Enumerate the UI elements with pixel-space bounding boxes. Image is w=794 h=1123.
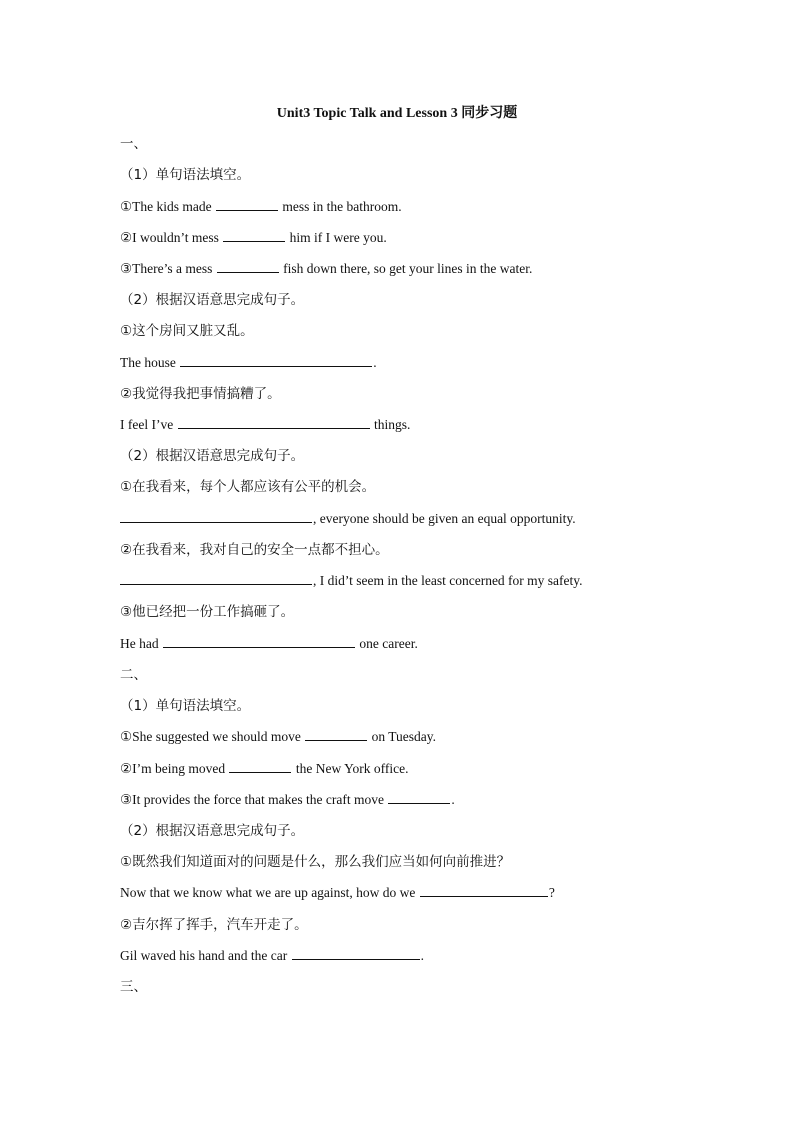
question-text: on Tuesday. — [368, 729, 436, 744]
answer-blank[interactable] — [305, 728, 367, 741]
question-text: mess in the bathroom. — [278, 199, 402, 214]
chinese-prompt: ①既然我们知道面对的问题是什么，那么我们应当如何向前推进？ — [120, 854, 511, 870]
question-text: ②I’m being moved — [120, 761, 229, 776]
answer-blank[interactable] — [178, 416, 370, 429]
question-text: , I did’t seem in the least concerned for my safety. — [313, 573, 583, 588]
question-text: . — [373, 355, 377, 370]
question-text: He had — [120, 636, 162, 651]
question-text: Gil waved his hand and the car — [120, 948, 291, 963]
question-text: ③There’s a mess — [120, 261, 216, 276]
question-text: ②I wouldn’t mess — [120, 230, 223, 245]
part-label: （2）根据汉语意思完成句子。 — [120, 448, 305, 464]
question-text: the New York office. — [292, 761, 409, 776]
question-line — [120, 791, 455, 809]
question-line — [120, 198, 402, 216]
part-label: （1）单句语法填空。 — [120, 167, 251, 183]
question-text: him if I were you. — [286, 230, 387, 245]
answer-blank[interactable] — [216, 198, 278, 211]
chinese-prompt: ②吉尔挥了挥手，汽车开走了。 — [120, 917, 308, 933]
answer-blank[interactable] — [420, 884, 548, 897]
question-line — [120, 572, 583, 590]
question-line — [120, 354, 377, 372]
question-line — [120, 728, 436, 746]
question-line — [120, 229, 387, 247]
question-text: , everyone should be given an equal opportunity. — [313, 511, 576, 526]
question-line — [120, 884, 555, 902]
page-title: Unit3 Topic Talk and Lesson 3 同步习题 — [276, 106, 518, 121]
question-line — [120, 760, 408, 778]
section-heading: 三、 — [120, 979, 147, 995]
question-text: I feel I’ve — [120, 417, 177, 432]
question-text: fish down there, so get your lines in the water. — [279, 261, 533, 276]
question-text: . — [451, 792, 455, 807]
question-text: The house — [120, 355, 180, 370]
question-line — [120, 635, 418, 653]
answer-blank[interactable] — [229, 760, 291, 773]
question-text: ①The kids made — [120, 199, 215, 214]
answer-blank[interactable] — [217, 260, 279, 273]
answer-blank[interactable] — [163, 635, 355, 648]
part-label: （2）根据汉语意思完成句子。 — [120, 292, 305, 308]
question-text: ? — [548, 885, 555, 900]
answer-blank[interactable] — [180, 354, 372, 367]
part-label: （2）根据汉语意思完成句子。 — [120, 823, 305, 839]
answer-blank[interactable] — [292, 947, 420, 960]
answer-blank[interactable] — [223, 229, 285, 242]
question-line — [120, 947, 424, 965]
chinese-prompt: ②在我看来，我对自己的安全一点都不担心。 — [120, 542, 389, 558]
question-line — [120, 510, 576, 528]
chinese-prompt: ①这个房间又脏又乱。 — [120, 323, 254, 339]
chinese-prompt: ③他已经把一份工作搞砸了。 — [120, 604, 295, 620]
question-line — [120, 416, 410, 434]
answer-blank[interactable] — [120, 572, 312, 585]
chinese-prompt: ②我觉得我把事情搞糟了。 — [120, 386, 281, 402]
question-text: ①She suggested we should move — [120, 729, 305, 744]
question-text: . — [420, 948, 424, 963]
question-text: things. — [370, 417, 411, 432]
answer-blank[interactable] — [120, 510, 312, 523]
question-text: Now that we know what we are up against, how do we — [120, 885, 419, 900]
chinese-prompt: ①在我看来，每个人都应该有公平的机会。 — [120, 479, 376, 495]
question-text: one career. — [355, 636, 418, 651]
question-text: ③It provides the force that makes the craft move — [120, 792, 388, 807]
question-line — [120, 260, 532, 278]
section-heading: 二、 — [120, 667, 147, 683]
part-label: （1）单句语法填空。 — [120, 698, 251, 714]
answer-blank[interactable] — [388, 791, 450, 804]
section-heading: 一、 — [120, 136, 147, 152]
